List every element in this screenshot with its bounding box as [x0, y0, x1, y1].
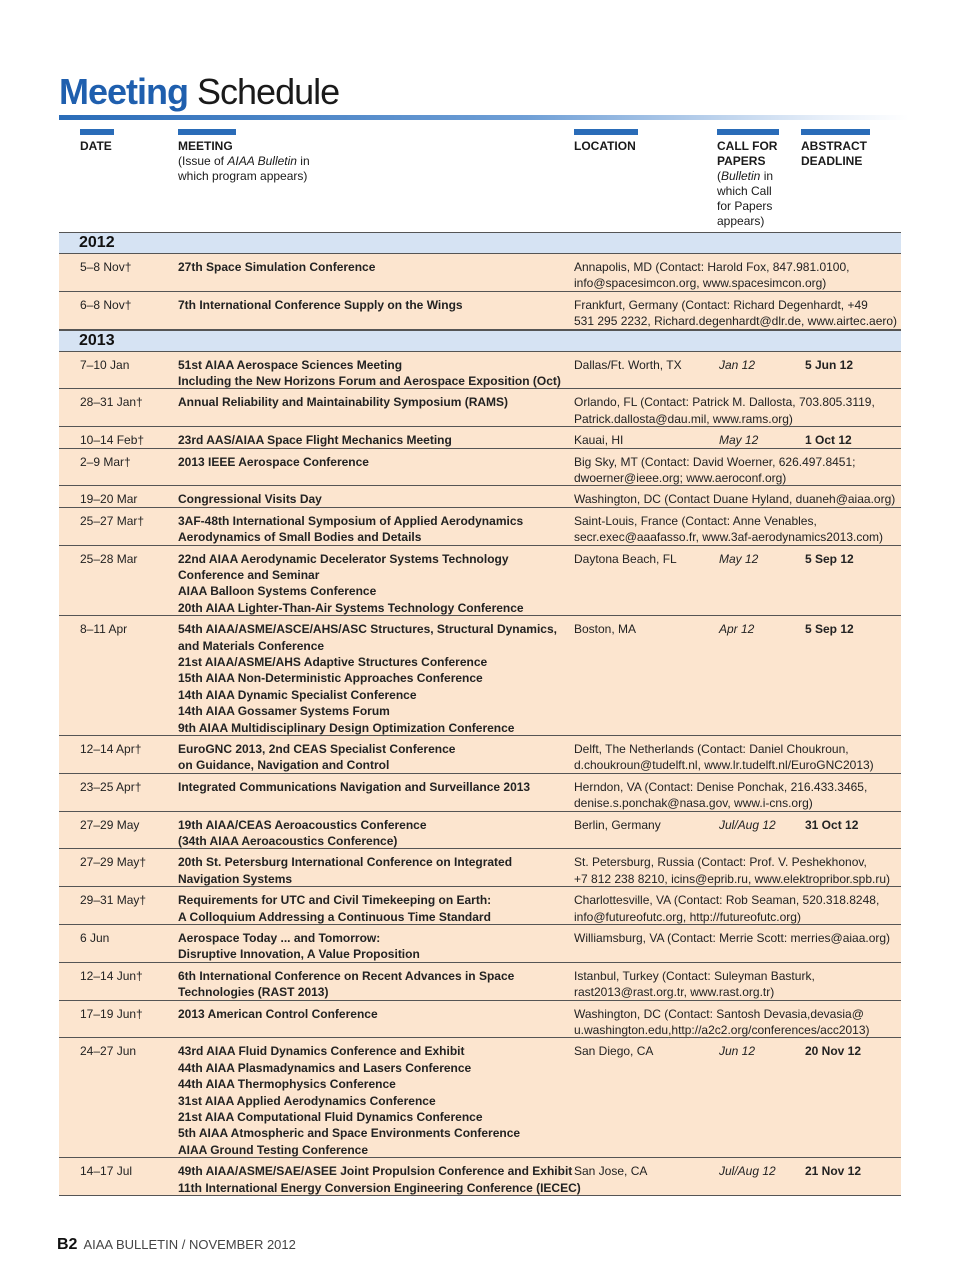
call-for-papers: Jul/Aug 12	[719, 1164, 776, 1179]
table-row	[59, 486, 901, 507]
table-row	[59, 292, 901, 330]
header-meeting-sub-3: in	[296, 154, 310, 168]
table-row	[59, 508, 901, 546]
header-cfp-bulletin: Bulletin	[721, 169, 761, 183]
meeting-name-line: A Colloquium Addressing a Continuous Time Standard	[178, 909, 491, 924]
meeting-name	[178, 968, 578, 1001]
meeting-name	[178, 357, 578, 390]
meeting-date: 7–10 Jan	[80, 357, 130, 372]
meeting-name	[178, 930, 578, 963]
page-title-bold: Meeting	[59, 71, 189, 112]
call-for-papers: Jul/Aug 12	[719, 817, 776, 832]
meeting-name	[178, 259, 578, 275]
meeting-location	[574, 892, 904, 925]
meeting-location-line: Washington, DC (Contact Duane Hyland, duaneh@aiaa.org)	[574, 492, 896, 507]
abstract-deadline: 5 Jun 12	[805, 357, 854, 372]
meeting-name-line: 14th AIAA Dynamic Specialist Conference	[178, 687, 417, 702]
meeting-name-line: 2013 American Control Conference	[178, 1006, 378, 1021]
meeting-name-line: AIAA Balloon Systems Conference	[178, 584, 377, 599]
header-location-label: LOCATION	[574, 139, 636, 153]
table-row	[59, 1038, 901, 1158]
meeting-location-line: Boston, MA	[574, 622, 637, 637]
meeting-name-line: Congressional Visits Day	[178, 492, 322, 507]
meeting-name-line: 51st AIAA Aerospace Sciences Meeting	[178, 357, 403, 372]
meeting-date: 8–11 Apr	[80, 622, 128, 637]
meeting-location-line: dwoerner@ieee.org; www.aeroconf.org)	[574, 470, 787, 485]
footer-publication: AIAA BULLETIN / NOVEMBER 2012	[83, 1237, 296, 1252]
meeting-name-line: on Guidance, Navigation and Control	[178, 758, 390, 773]
meeting-name	[178, 513, 578, 546]
table-row	[59, 963, 901, 1001]
meeting-location-line: +7 812 238 8210, icins@eprib.ru, www.elektropribor.spb.ru)	[574, 871, 891, 886]
meeting-name-line: 19th AIAA/CEAS Aeroacoustics Conference	[178, 817, 427, 832]
meeting-location-line: Berlin, Germany	[574, 817, 661, 832]
meeting-name-line: Technologies (RAST 2013)	[178, 985, 329, 1000]
meeting-name-line: 31st AIAA Applied Aerodynamics Conference	[178, 1093, 436, 1108]
meeting-location-line: info@futureofutc.org, http://futureofutc.org)	[574, 909, 801, 924]
meeting-name-line: 44th AIAA Plasmadynamics and Lasers Conference	[178, 1060, 472, 1075]
meeting-name	[178, 892, 578, 925]
meeting-location-line: Frankfurt, Germany (Contact: Richard Degenhardt, +49	[574, 297, 868, 312]
table-row	[59, 887, 901, 925]
meeting-location-line: Big Sky, MT (Contact: David Woerner, 626.497.8451;	[574, 454, 856, 469]
meeting-name-line: 3AF-48th International Symposium of Applied Aerodynamics	[178, 513, 524, 528]
meeting-date: 25–27 Mar†	[80, 513, 145, 528]
meeting-name	[178, 394, 578, 410]
meeting-location-line: Washington, DC (Contact: Santosh Devasia,devasia@	[574, 1006, 864, 1021]
meeting-name	[178, 817, 578, 850]
meeting-location-line: San Jose, CA	[574, 1164, 648, 1179]
header-meeting-sub	[178, 154, 378, 169]
header-meeting-label: MEETING	[178, 139, 233, 153]
table-row	[59, 1001, 901, 1039]
abstract-deadline: 5 Sep 12	[805, 622, 854, 637]
meeting-date: 19–20 Mar	[80, 492, 138, 507]
meeting-date: 12–14 Jun†	[80, 968, 143, 983]
meeting-name	[178, 454, 578, 470]
meeting-location-line: denise.s.ponchak@nasa.gov, www.i-cns.org)	[574, 796, 813, 811]
schedule-table	[59, 232, 901, 1196]
meeting-location-line: rast2013@rast.org.tr, www.rast.org.tr)	[574, 985, 775, 1000]
meeting-location-line: d.choukroun@tudelft.nl, www.lr.tudelft.nl/EuroGNC2013)	[574, 758, 874, 773]
meeting-name-line: Conference and Seminar	[178, 567, 320, 582]
meeting-name-line: 22nd AIAA Aerodynamic Decelerator Systems Technology	[178, 551, 509, 566]
meeting-name	[178, 297, 578, 313]
meeting-name-line: 23rd AAS/AIAA Space Flight Mechanics Meeting	[178, 433, 452, 448]
header-meeting-sub-2: AIAA Bulletin	[227, 154, 297, 168]
meeting-location-line: St. Petersburg, Russia (Contact: Prof. V. Peshekhonov,	[574, 855, 867, 870]
header-meeting-sub-4: which program appears)	[178, 169, 308, 183]
meeting-location	[574, 779, 904, 812]
table-row	[59, 616, 901, 736]
table-row	[59, 774, 901, 812]
meeting-date: 17–19 Jun†	[80, 1006, 143, 1021]
abstract-deadline: 20 Nov 12	[805, 1044, 862, 1059]
page-title	[59, 70, 339, 114]
meeting-name	[178, 1163, 581, 1196]
meeting-date: 12–14 Apr†	[80, 741, 142, 756]
meeting-location-line: Istanbul, Turkey (Contact: Suleyman Basturk,	[574, 968, 815, 983]
meeting-name	[178, 741, 578, 774]
meeting-name	[178, 1006, 578, 1022]
meeting-date: 10–14 Feb†	[80, 433, 145, 448]
meeting-location-line: Annapolis, MD (Contact: Harold Fox, 847.981.0100,	[574, 260, 850, 274]
meeting-name	[178, 854, 578, 887]
table-row	[59, 849, 901, 887]
abstract-deadline: 5 Sep 12	[805, 551, 854, 566]
meeting-location-line: Charlottesville, VA (Contact: Rob Seaman, 520.318.8248,	[574, 893, 880, 908]
meeting-name-line: 11th International Energy Conversion Engineering Conference (IECEC)	[178, 1180, 581, 1195]
meeting-date: 27–29 May	[80, 817, 140, 832]
meeting-name-line: Navigation Systems	[178, 871, 293, 886]
title-rule	[59, 115, 909, 120]
table-row	[59, 352, 901, 390]
table-row	[59, 254, 901, 292]
header-bar	[574, 129, 638, 135]
meeting-name-line: Aerospace Today ... and Tomorrow:	[178, 930, 381, 945]
meeting-location-line: Dallas/Ft. Worth, TX	[574, 357, 682, 372]
meeting-name-line: Requirements for UTC and Civil Timekeeping on Earth:	[178, 893, 492, 908]
meeting-location	[574, 930, 904, 946]
header-abstract-2: DEADLINE	[801, 154, 863, 168]
meeting-location-line: Williamsburg, VA (Contact: Merrie Scott: merries@aiaa.org)	[574, 930, 891, 945]
meeting-name-line: 21st AIAA Computational Fluid Dynamics Conference	[178, 1109, 483, 1124]
header-location	[574, 129, 638, 154]
meeting-name-line: 6th International Conference on Recent Advances in Space	[178, 968, 515, 983]
meeting-location-line: San Diego, CA	[574, 1044, 654, 1059]
meeting-date: 25–28 Mar	[80, 551, 138, 566]
year-header: 2012	[59, 232, 901, 254]
meeting-name-line: 7th International Conference Supply on the Wings	[178, 297, 463, 312]
header-meeting-sub-1: (Issue of	[178, 154, 228, 168]
meeting-name-line: EuroGNC 2013, 2nd CEAS Specialist Conference	[178, 741, 456, 756]
meeting-name-line: 5th AIAA Atmospheric and Space Environments Conference	[178, 1126, 521, 1141]
header-cfp-7: for Papers	[717, 199, 773, 213]
meeting-date: 14–17 Jul	[80, 1164, 133, 1179]
meeting-name-line: 15th AIAA Non-Deterministic Approaches Conference	[178, 671, 483, 686]
header-cfp	[717, 129, 779, 229]
meeting-name-line: 54th AIAA/ASME/ASCE/AHS/ASC Structures, Structural Dynamics,	[178, 622, 557, 637]
meeting-name-line: 44th AIAA Thermophysics Conference	[178, 1077, 396, 1092]
meeting-name-line: 20th St. Petersburg International Conference on Integrated	[178, 855, 513, 870]
meeting-date: 2–9 Mar†	[80, 454, 131, 469]
page-number: B2	[57, 1236, 78, 1253]
meeting-name-line: 21st AIAA/ASME/AHS Adaptive Structures Conference	[178, 654, 488, 669]
meeting-name	[178, 621, 578, 736]
header-cfp-1: CALL FOR	[717, 139, 778, 153]
meeting-name-line: 2013 IEEE Aerospace Conference	[178, 454, 369, 469]
header-date	[80, 129, 114, 154]
year-header: 2013	[59, 330, 901, 352]
meeting-name-line: 9th AIAA Multidisciplinary Design Optimization Conference	[178, 720, 515, 735]
meeting-location	[574, 259, 904, 292]
header-abstract	[801, 129, 870, 169]
table-row	[59, 389, 901, 427]
header-bar	[178, 129, 236, 135]
header-date-label: DATE	[80, 139, 112, 153]
header-cfp-6: which Call	[717, 184, 772, 198]
meeting-location	[574, 1006, 904, 1039]
abstract-deadline: 21 Nov 12	[805, 1164, 862, 1179]
table-row	[59, 736, 901, 774]
meeting-name-line: 27th Space Simulation Conference	[178, 260, 376, 274]
header-meeting	[178, 129, 310, 184]
meeting-location	[574, 968, 904, 1001]
meeting-name-line: (34th AIAA Aeroacoustics Conference)	[178, 833, 398, 848]
meeting-name-line: 49th AIAA/ASME/SAE/ASEE Joint Propulsion Conference and Exhibit	[178, 1164, 573, 1179]
meeting-location-line: 531 295 2232, Richard.degenhardt@dlr.de, www.airtec.aero)	[574, 314, 898, 329]
meeting-name-line: Annual Reliability and Maintainability Symposium (RAMS)	[178, 395, 509, 410]
meeting-location-line: Kauai, HI	[574, 433, 624, 448]
meeting-name-line: 14th AIAA Gossamer Systems Forum	[178, 704, 390, 719]
meeting-location	[574, 394, 904, 427]
meeting-location-line: secr.exec@aaafasso.fr, www.3af-aerodynamics2013.com)	[574, 530, 883, 545]
meeting-date: 5–8 Nov†	[80, 260, 132, 274]
meeting-name	[178, 779, 578, 795]
meeting-location-line: Patrick.dallosta@dau.mil, www.rams.org)	[574, 411, 793, 426]
header-abstract-1: ABSTRACT	[801, 139, 867, 153]
call-for-papers: Jun 12	[719, 1044, 756, 1059]
meeting-date: 24–27 Jun	[80, 1044, 137, 1059]
header-bar	[801, 129, 870, 135]
abstract-deadline: 31 Oct 12	[805, 817, 859, 832]
table-row	[59, 546, 901, 617]
header-cfp-in: in	[760, 169, 774, 183]
meeting-date: 6–8 Nov†	[80, 297, 132, 312]
header-cfp-paren: (	[717, 169, 721, 183]
meeting-date: 23–25 Apr†	[80, 779, 142, 794]
meeting-name-line: Disruptive Innovation, A Value Proposition	[178, 947, 420, 962]
table-row	[59, 925, 901, 963]
meeting-location	[574, 854, 904, 887]
meeting-location	[574, 491, 904, 507]
meeting-date: 28–31 Jan†	[80, 395, 143, 410]
meeting-date: 27–29 May†	[80, 855, 147, 870]
abstract-deadline: 1 Oct 12	[805, 433, 852, 448]
table-row	[59, 812, 901, 850]
header-cfp-3	[717, 169, 779, 184]
meeting-location	[574, 454, 904, 487]
header-meeting-text	[178, 139, 378, 184]
meeting-location-line: Delft, The Netherlands (Contact: Daniel Choukroun,	[574, 741, 849, 756]
meeting-name-line: Including the New Horizons Forum and Aerospace Exposition (Oct)	[178, 374, 561, 388]
meeting-location	[574, 513, 904, 546]
meeting-name-line: Integrated Communications Navigation and Surveillance 2013	[178, 779, 531, 794]
meeting-name-line: Aerodynamics of Small Bodies and Details	[178, 530, 422, 545]
meeting-date: 6 Jun	[80, 930, 110, 945]
page-footer	[57, 1236, 296, 1254]
meeting-name	[178, 432, 578, 448]
call-for-papers: Apr 12	[719, 622, 755, 637]
header-bar	[717, 129, 779, 135]
meeting-location-line: Orlando, FL (Contact: Patrick M. Dallosta, 703.805.3119,	[574, 395, 875, 410]
page-title-light: Schedule	[188, 71, 340, 112]
meeting-location-line: Saint-Louis, France (Contact: Anne Venables,	[574, 513, 817, 528]
table-row	[59, 449, 901, 487]
meeting-name-line: and Materials Conference	[178, 638, 325, 653]
table-row	[59, 1158, 901, 1196]
meeting-location	[574, 297, 904, 330]
meeting-name	[178, 491, 578, 507]
header-bar	[80, 129, 114, 135]
call-for-papers: Jan 12	[719, 357, 756, 372]
header-cfp-2: PAPERS	[717, 154, 766, 168]
meeting-name-line: 43rd AIAA Fluid Dynamics Conference and Exhibit	[178, 1044, 465, 1059]
table-row	[59, 427, 901, 448]
meeting-name	[178, 1043, 578, 1158]
meeting-location	[574, 741, 904, 774]
meeting-name-line: AIAA Ground Testing Conference	[178, 1142, 369, 1157]
meeting-location-line: u.washington.edu,http://a2c2.org/conferences/acc2013)	[574, 1022, 870, 1037]
meeting-date: 29–31 May†	[80, 893, 147, 908]
meeting-location-line: Daytona Beach, FL	[574, 551, 677, 566]
meeting-name	[178, 551, 578, 617]
call-for-papers: May 12	[719, 433, 759, 448]
header-cfp-8: appears)	[717, 214, 765, 228]
meeting-location-line: info@spacesimcon.org, www.spacesimcon.org)	[574, 276, 827, 291]
meeting-name-line: 20th AIAA Lighter-Than-Air Systems Technology Conference	[178, 600, 524, 615]
meeting-location-line: Herndon, VA (Contact: Denise Ponchak, 216.433.3465,	[574, 779, 868, 794]
call-for-papers: May 12	[719, 551, 759, 566]
